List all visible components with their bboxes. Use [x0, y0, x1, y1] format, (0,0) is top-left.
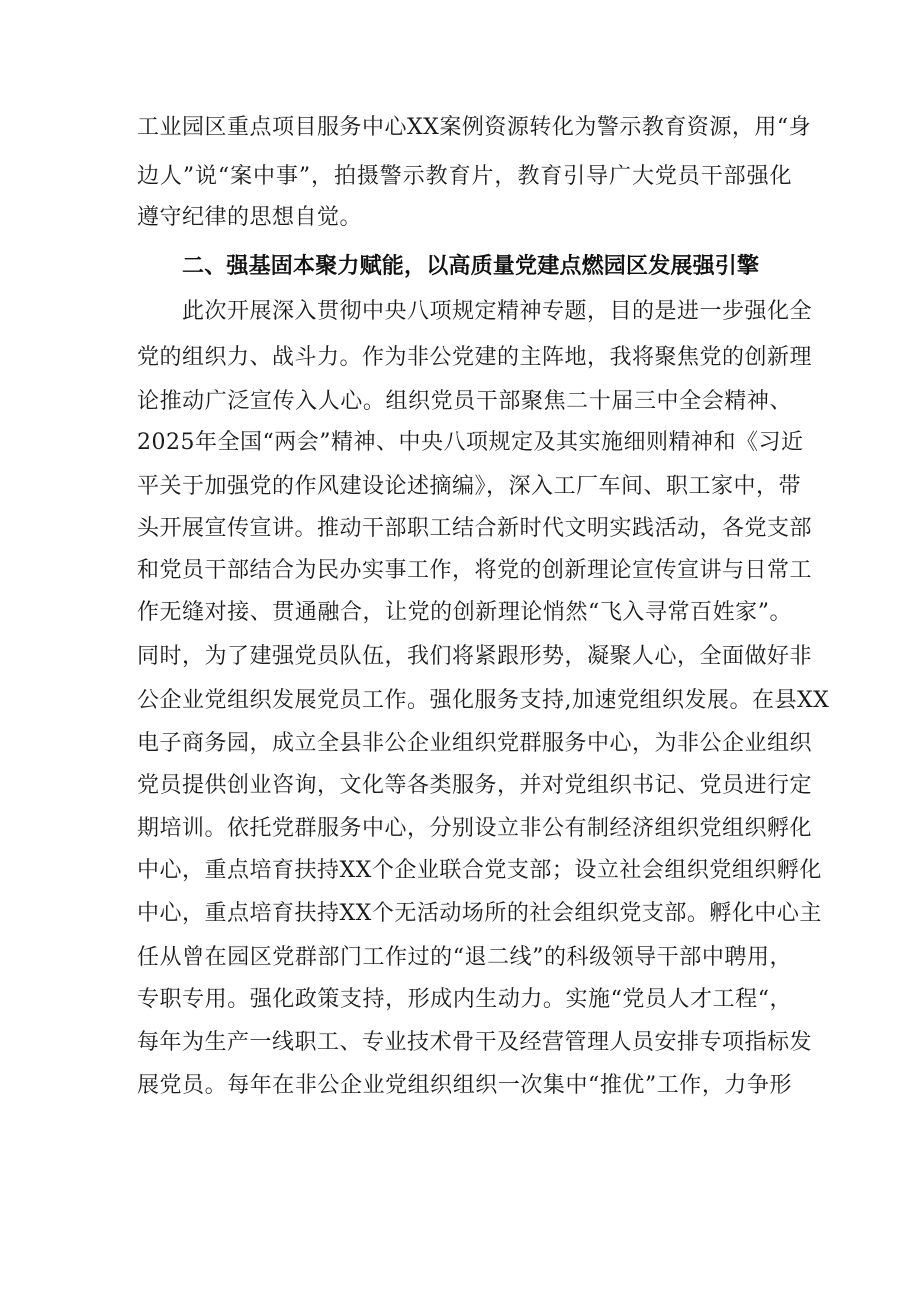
text-line: 边人”说“案中事”，拍摄警示教育片，教育引导广大党员干部强化: [137, 164, 792, 189]
text-line: 平关于加强党的作风建设论述摘编》，深入工厂车间、职工家中，带: [137, 474, 802, 499]
text-line: 电子商务园，成立全县非公企业组织党群服务中心，为非公企业组织: [137, 731, 813, 756]
text-line: 工业园区重点项目服务中心XX案例资源转化为警示教育资源，用“身: [137, 115, 812, 140]
text-line: 此次开展深入贯彻中央八项规定精神专题，目的是进一步强化全: [182, 299, 813, 324]
text-line: 中心，重点培育扶持XX个企业联合党支部；设立社会组织党组织孵化: [137, 858, 822, 883]
text-line: 期培训。依托党群服务中心，分别设立非公有制经济组织党组织孵化: [137, 816, 813, 841]
section-heading: 二、强基固本聚力赋能，以高质量党建点燃园区发展强引擎: [182, 254, 760, 279]
text-line: 任从曾在园区党群部门工作过的“退二线”的科级领导干部中聘用，: [137, 945, 792, 970]
text-line: 展党员。每年在非公企业党组织组织一次集中“推优”工作，力争形: [137, 1073, 792, 1098]
text-line: 公企业党组织发展党员工作。强化服务支持,加速党组织发展。在县XX: [137, 688, 830, 713]
text-line: 每年为生产一线职工、专业技术骨干及经营管理人员安排专项指标发: [137, 1030, 813, 1055]
text-line: 专职专用。强化政策支持，形成内生动力。实施“党员人才工程“，: [137, 987, 792, 1012]
text-line: 同时，为了建强党员队伍，我们将紧跟形势，凝聚人心，全面做好非: [137, 644, 813, 669]
text-line: 中心，重点培育扶持XX个无活动场所的社会组织党支部。孵化中心主: [137, 901, 822, 926]
text-line: 论推动广泛宣传入人心。组织党员干部聚焦二十届三中全会精神、: [137, 389, 792, 414]
text-line: 2025年全国“两会”精神、中央八项规定及其实施细则精神和《习近: [137, 430, 804, 455]
text-line: 遵守纪律的思想自觉。: [137, 205, 363, 230]
text-line: 党员提供创业咨询，文化等各类服务，并对党组织书记、党员进行定: [137, 773, 813, 798]
text-line: 和党员干部结合为民办实事工作，将党的创新理论宣传宣讲与日常工: [137, 558, 813, 583]
text-line: 党的组织力、战斗力。作为非公党建的主阵地，我将聚焦党的创新理: [137, 345, 813, 370]
text-line: 头开展宣传宣讲。推动干部职工结合新时代文明实践活动，各党支部: [137, 516, 813, 541]
text-line: 作无缝对接、贯通融合，让党的创新理论悄然“飞入寻常百姓家”。: [137, 600, 792, 625]
